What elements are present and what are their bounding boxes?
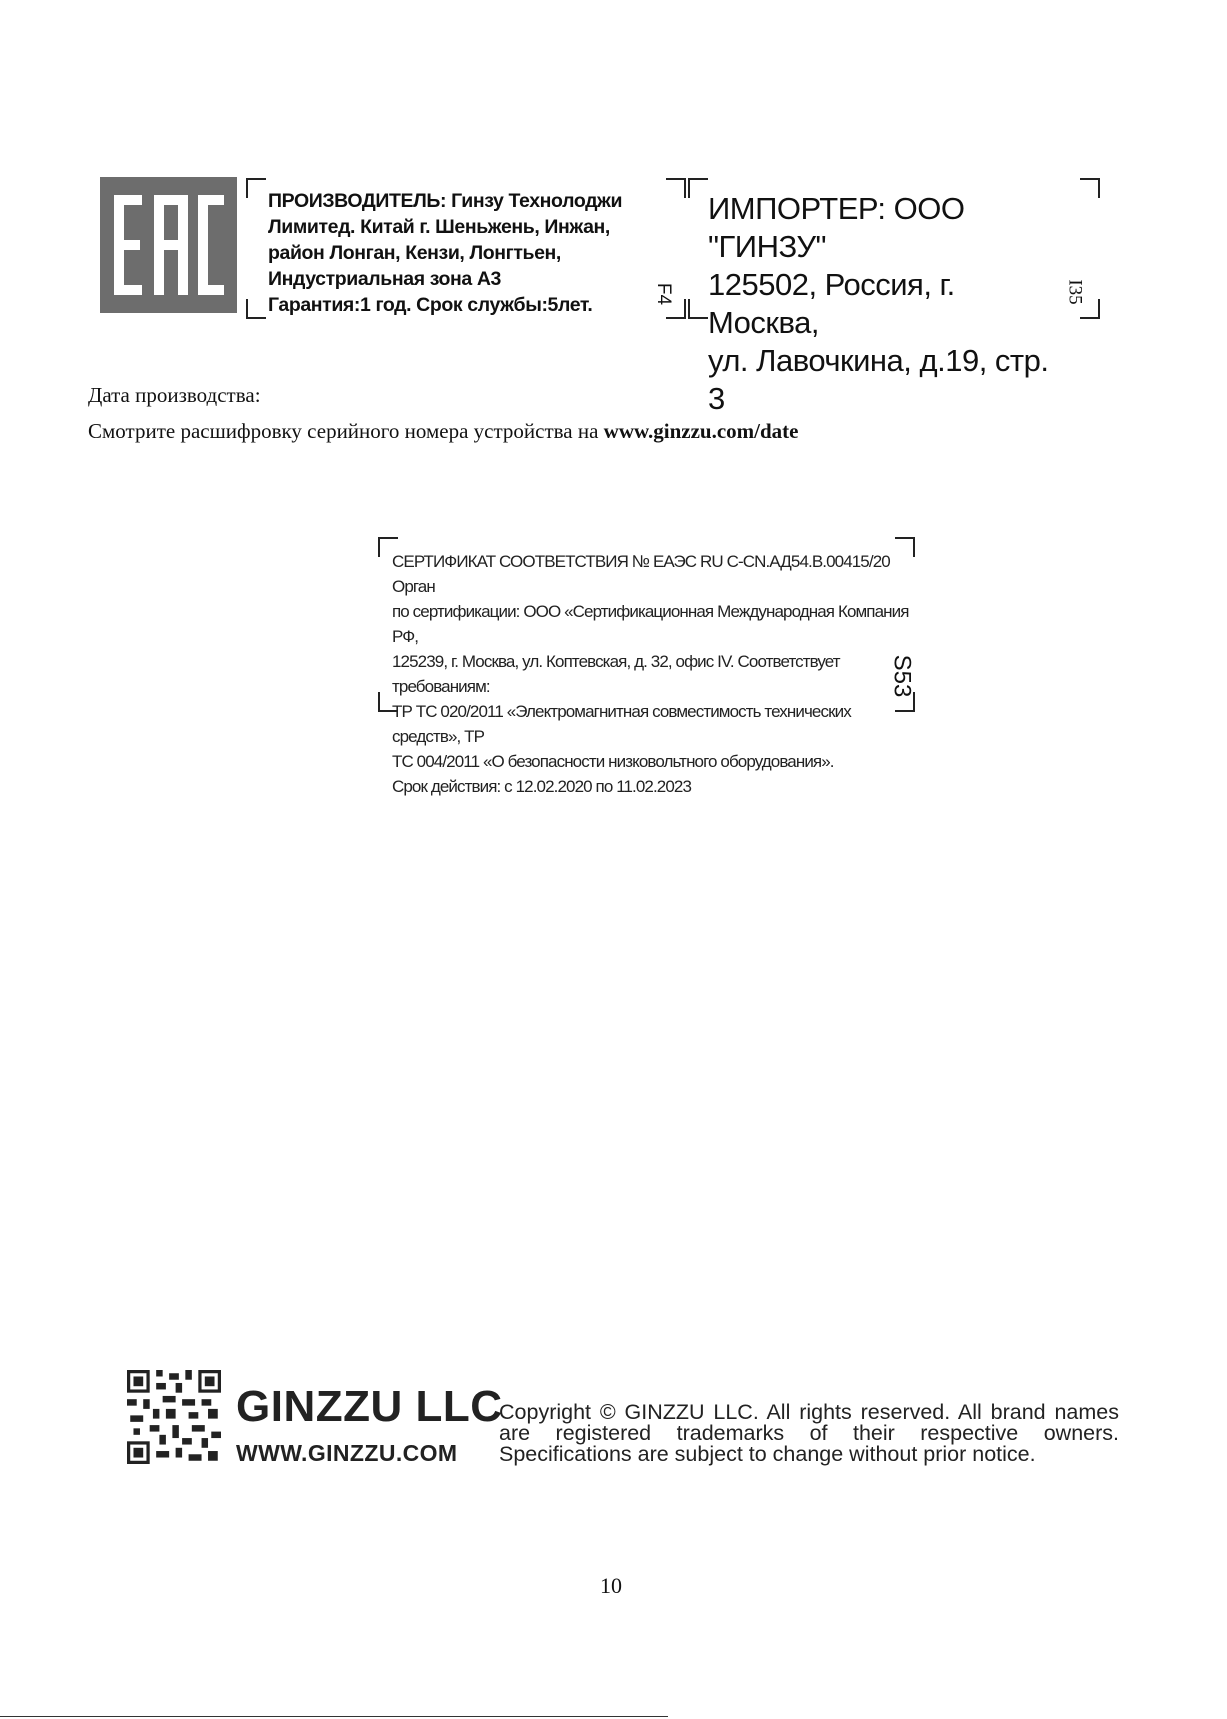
manufacturer-line: Индустриальная зона А3 — [268, 268, 501, 290]
corner-mark — [666, 178, 686, 198]
corner-mark — [246, 299, 266, 319]
production-date-heading: Дата производства: — [88, 383, 261, 407]
importer-line: ИМПОРТЕР: ООО "ГИНЗУ" — [708, 191, 965, 264]
manufacturer-info — [268, 188, 668, 318]
importer-line: 125502, Россия, г. Москва, — [708, 267, 955, 340]
importer-code: I35 — [1064, 279, 1086, 305]
copyright-line: Specifications are subject to change without prior notice. — [499, 1442, 1036, 1466]
corner-mark — [688, 178, 708, 198]
copyright-line: Copyright © GINZZU LLC. All rights reserved. All brand names — [499, 1400, 1119, 1424]
bottom-rule — [0, 1716, 668, 1717]
page-number: 10 — [600, 1573, 622, 1598]
manufacturer-line: ПРОИЗВОДИТЕЛЬ: Гинзу Технолоджи — [268, 190, 623, 212]
corner-mark — [688, 299, 708, 319]
certificate-line: СЕРТИФИКАТ СООТВЕТСТВИЯ № ЕАЭС RU C-CN.АД54.В.00415/20 Орган — [392, 552, 890, 596]
production-date-url: www.ginzzu.com/date — [603, 419, 799, 443]
certificate-line: 125239, г. Москва, ул. Коптевская, д. 32, офис IV. Соответствует требованиям: — [392, 652, 840, 696]
production-date-note: Смотрите расшифровку серийного номера устройства на — [88, 419, 604, 443]
certificate-line: по сертификации: ООО «Сертификационная Международная Компания РФ, — [392, 602, 909, 646]
eac-mark-logo — [100, 177, 237, 313]
brand-name: GINZZU LLC — [236, 1382, 503, 1431]
brand-website: WWW.GINZZU.COM — [236, 1440, 458, 1466]
corner-mark — [1080, 178, 1100, 198]
certificate-line: ТР ТС 020/2011 «Электромагнитная совместимость технических средств», ТР — [392, 702, 851, 746]
manufacturer-line: район Лонган, Кензи, Лонгтьен, — [268, 242, 561, 264]
certificate-line: Срок действия: с 12.02.2020 по 11.02.2023 — [392, 777, 692, 796]
certificate-info — [392, 549, 912, 799]
certificate-code: S53 — [888, 654, 916, 698]
copyright-line: are registered trademarks of their respective owners. — [499, 1421, 1119, 1445]
importer-line: ул. Лавочкина, д.19, стр. 3 — [708, 343, 1049, 416]
certificate-line: ТС 004/2011 «О безопасности низковольтного оборудования». — [392, 752, 834, 771]
manufacturer-code: F4 — [653, 282, 675, 306]
corner-mark — [246, 178, 266, 198]
manufacturer-line: Гарантия:1 год. Срок службы:5лет. — [268, 294, 593, 316]
copyright-notice — [499, 1402, 1119, 1465]
qr-code-icon — [127, 1370, 221, 1464]
manufacturer-line: Лимитед. Китай г. Шеньжень, Инжан, — [268, 216, 610, 238]
production-date-text — [88, 419, 798, 444]
importer-info — [708, 190, 1068, 418]
